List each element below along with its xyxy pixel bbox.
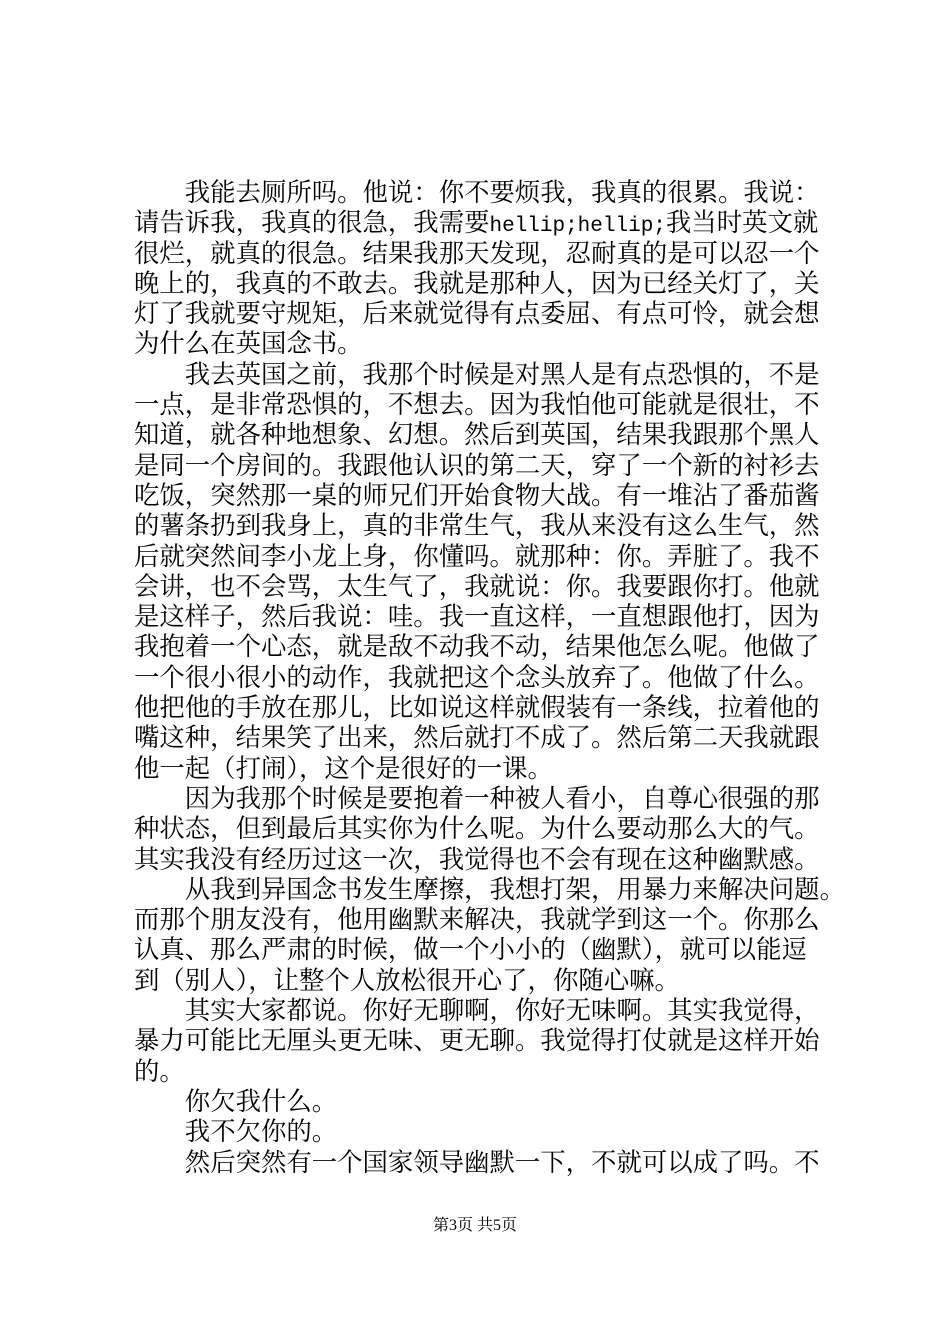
text-line: 暴力可能比无厘头更无味、更无聊。我觉得打仗就是这样开始 <box>134 1027 820 1056</box>
text-line: 你欠我什么。 <box>184 1087 338 1116</box>
text-line: 一个很小很小的动作，我就把这个念头放弃了。他做了什么。 <box>134 663 820 692</box>
text-line: 的。 <box>134 1057 185 1086</box>
paragraph-8 <box>134 1148 854 1178</box>
text-line: 一点，是非常恐惧的，不想去。因为我怕他可能就是很壮，不 <box>134 391 820 420</box>
document-body <box>134 178 854 1178</box>
text-line: 其实我没有经历过这一次，我觉得也不会有现在这种幽默感。 <box>134 845 820 874</box>
text-line: 很烂，就真的很急。结果我那天发现，忍耐真的是可以忍一个 <box>134 239 820 268</box>
text-line: 后就突然间李小龙上身，你懂吗。就那种：你。弄脏了。我不 <box>134 542 820 571</box>
text-line: 其实大家都说。你好无聊啊，你好无味啊。其实我觉得， <box>184 997 820 1026</box>
text-line: 是这样子，然后我说：哇。我一直这样，一直想跟他打，因为 <box>134 603 820 632</box>
text-line: 知道，就各种地想象、幻想。然后到英国，结果我跟那个黑人 <box>134 421 820 450</box>
text-segment: 请告诉我，我真的很急，我需要 <box>134 209 490 238</box>
text-line: 灯了我就要守规矩，后来就觉得有点委屈、有点可怜，就会想 <box>134 300 820 329</box>
text-line: 因为我那个时候是要抱着一种被人看小，自尊心很强的那 <box>184 784 820 813</box>
paragraph-5 <box>134 996 854 1087</box>
text-line: 嘴这种，结果笑了出来，然后就打不成了。然后第二天我就跟 <box>134 724 820 753</box>
paragraph-7 <box>134 1117 854 1147</box>
text-line: 然后突然有一个国家领导幽默一下，不就可以成了吗。不 <box>184 1148 820 1177</box>
text-line: 而那个朋友没有，他用幽默来解决，我就学到这一个。你那么 <box>134 906 820 935</box>
text-line: 的薯条扔到我身上，真的非常生气，我从来没有这么生气，然 <box>134 512 820 541</box>
text-line: 是同一个房间的。我跟他认识的第二天，穿了一个新的衬衫去 <box>134 451 820 480</box>
text-line: 种状态，但到最后其实你为什么呢。为什么要动那么大的气。 <box>134 815 820 844</box>
text-line: 我抱着一个心态，就是敌不动我不动，结果他怎么呢。他做了 <box>134 633 820 662</box>
text-line <box>134 208 854 238</box>
text-line: 他一起（打闹），这个是很好的一课。 <box>134 754 553 783</box>
text-line: 我能去厕所吗。他说：你不要烦我，我真的很累。我说： <box>184 179 820 207</box>
text-line: 从我到异国念书发生摩擦，我想打架，用暴力来解决问题。 <box>184 875 845 904</box>
text-line: 他把他的手放在那儿，比如说这样就假装有一条线，拉着他的 <box>134 694 820 723</box>
text-line: 到（别人），让整个人放松很开心了，你随心嘛。 <box>134 966 680 995</box>
text-line: 会讲，也不会骂，太生气了，我就说：你。我要跟你打。他就 <box>134 572 820 601</box>
text-line: 认真、那么严肃的时候，做一个小小的（幽默），就可以能逗 <box>134 936 807 965</box>
latin-text-segment: hellip;hellip; <box>489 215 666 239</box>
text-line: 为什么在英国念书。 <box>134 330 363 359</box>
page-number-footer: 第3页 共5页 <box>432 1217 517 1234</box>
text-line: 我去英国之前，我那个时候是对黑人是有点恐惧的，不是 <box>184 360 820 389</box>
text-segment: 我当时英文就 <box>665 209 819 238</box>
paragraph-2 <box>134 360 854 784</box>
text-line: 我不欠你的。 <box>184 1118 338 1147</box>
paragraph-3 <box>134 784 854 875</box>
paragraph-4 <box>134 875 854 996</box>
paragraph-6 <box>134 1087 854 1117</box>
text-line: 吃饭，突然那一桌的师兄们开始食物大战。有一堆沾了番茄酱 <box>134 481 820 510</box>
text-line: 晚上的，我真的不敢去。我就是那种人，因为已经关灯了，关 <box>134 269 820 298</box>
paragraph-1 <box>134 178 854 360</box>
